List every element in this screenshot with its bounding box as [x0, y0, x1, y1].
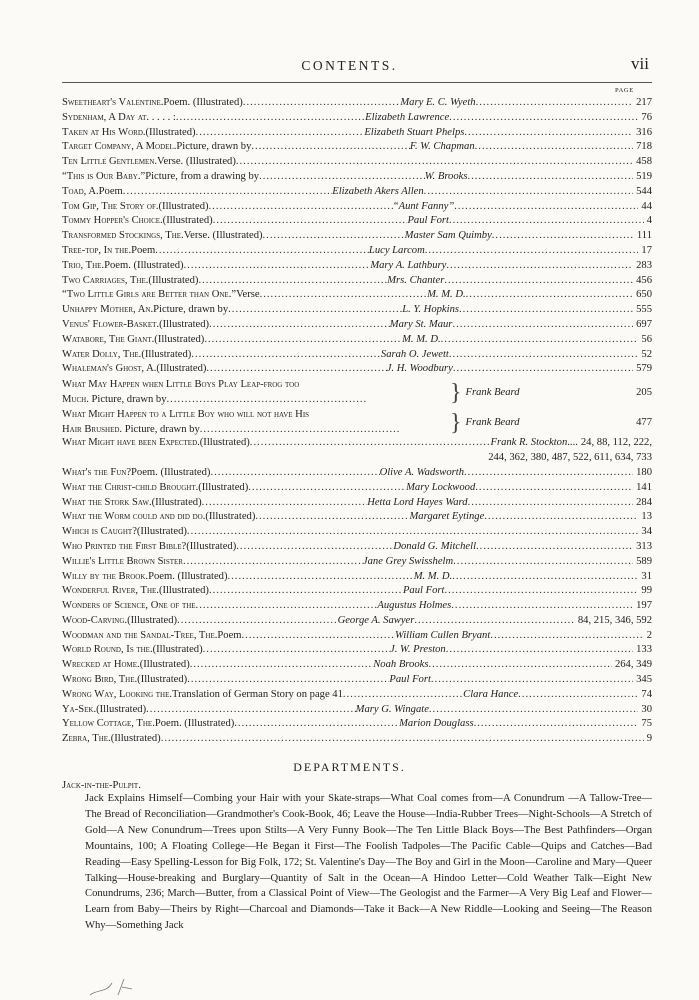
entry-pages: 76 — [641, 111, 652, 123]
dot-leader — [429, 704, 639, 715]
entry-title: Taken at His Word. — [62, 126, 146, 138]
entry-author: Frank Beard — [465, 387, 520, 399]
dot-leader — [459, 304, 633, 315]
entry-title: Transformed Stockings, The. — [62, 230, 184, 242]
toc-entry — [62, 659, 652, 674]
dot-leader — [184, 260, 371, 271]
dot-leader — [444, 275, 633, 286]
entry-author: Jane Grey Swisshelm — [362, 555, 454, 567]
entry-pages: 30 — [641, 703, 652, 715]
toc-entry — [62, 482, 652, 497]
entry-note: (Illustrated) — [110, 733, 161, 745]
entry-author: Elizabeth Stuart Phelps — [364, 126, 465, 138]
entry-note: Picture, from a drawing by — [145, 170, 260, 182]
dot-leader — [251, 141, 409, 152]
entry-title: Hair Brushed. — [62, 423, 123, 435]
entry-note: (Illustrated) — [199, 437, 250, 449]
toc-entry — [62, 689, 652, 704]
entry-author: “Aunt Fanny” — [392, 200, 455, 212]
dot-leader — [202, 497, 368, 508]
entry-title: What the Stork Saw. — [62, 496, 152, 508]
entry-title-line — [62, 423, 446, 438]
entry-note: Translation of German Story on page 41 — [172, 688, 343, 700]
dot-leader — [441, 334, 639, 345]
entry-pages: 316 — [636, 126, 652, 138]
entry-pages: 34 — [641, 526, 652, 538]
entry-title-block — [62, 378, 446, 408]
entry-pages: 650 — [636, 289, 652, 301]
entry-pages: 13 — [641, 511, 652, 523]
entry-note: Poem. (Illustrated) — [154, 718, 235, 730]
entry-author: William Cullen Bryant — [394, 629, 491, 641]
toc-entry — [62, 408, 652, 438]
entry-pages: 84, 215, 346, 592 — [577, 614, 652, 626]
entry-note: (Illustrated) — [162, 215, 213, 227]
toc-entry — [62, 319, 652, 334]
entry-pages: 74 — [641, 688, 652, 700]
toc-entry — [62, 718, 652, 733]
dot-leader — [187, 526, 638, 537]
entry-note: Picture, drawn by — [122, 423, 200, 435]
toc-entry — [62, 260, 652, 275]
dot-leader — [210, 467, 379, 478]
entry-author: Augustus Holmes — [377, 600, 452, 612]
entry-note: Picture, drawn by — [88, 393, 167, 405]
page-column-label: PAGE — [615, 87, 634, 94]
dot-leader — [183, 556, 363, 567]
dot-leader — [476, 97, 634, 108]
dot-leader — [167, 393, 367, 408]
dot-leader — [213, 215, 408, 226]
entry-pages: 244, 362, 380, 487, 522, 611, 634, 733 — [488, 452, 652, 464]
dot-leader — [428, 659, 611, 670]
entry-title: World Round, Is the. — [62, 644, 153, 656]
dot-leader — [466, 289, 633, 300]
toc-entry — [62, 215, 652, 230]
entry-pages: 111 — [636, 230, 652, 242]
entry-title: Wrong Way, Looking the. — [62, 688, 173, 700]
entry-note: Poem — [98, 185, 123, 197]
entry-title: Wonders of Science, One of the — [62, 600, 196, 612]
entry-pages: 284 — [636, 496, 652, 508]
dot-leader — [190, 659, 373, 670]
entry-author: Donald G. Mitchell — [393, 540, 477, 552]
toc-entry — [62, 334, 652, 349]
dot-leader — [475, 141, 633, 152]
dot-leader — [123, 186, 332, 197]
dot-leader — [449, 112, 638, 123]
entry-note: Poem — [131, 244, 156, 256]
dot-leader — [187, 674, 389, 685]
entry-title: Wrecked at Home. — [62, 659, 140, 671]
entry-title: “Two Little Girls are Better than One.” — [62, 289, 237, 301]
toc-entry — [62, 733, 652, 748]
toc-entry — [62, 630, 652, 645]
entry-title: Who Printed the First Bible? — [62, 540, 187, 552]
dot-leader — [343, 689, 463, 700]
dot-leader — [228, 304, 402, 315]
toc-entry — [62, 201, 652, 216]
entry-pages: 31 — [641, 570, 652, 582]
dot-leader — [474, 718, 639, 729]
entry-note: (Illustrated) — [141, 348, 192, 360]
departments-title: DEPARTMENTS. — [293, 760, 406, 774]
entry-author: Margaret Eytinge — [409, 511, 485, 523]
dot-leader — [209, 319, 390, 330]
entry-note: Picture, drawn by — [153, 304, 229, 316]
toc-entry — [62, 127, 652, 142]
entry-title: Target Company, A Model. — [62, 141, 177, 153]
toc-entry — [62, 556, 652, 571]
entry-author: Mary G. Wingate — [355, 703, 429, 715]
entry-pages: 519 — [636, 170, 652, 182]
dot-leader — [196, 127, 365, 138]
entry-pages: 456 — [636, 274, 652, 286]
entry-note: (Illustrated) — [96, 703, 147, 715]
entry-title: Yellow Cottage, The. — [62, 718, 155, 730]
dot-leader — [431, 674, 633, 685]
dot-leader — [260, 289, 427, 300]
entry-author: Clara Hance — [463, 688, 519, 700]
dot-leader — [206, 363, 386, 374]
entry-title: Willy by the Brook. — [62, 570, 149, 582]
entry-pages: 17 — [641, 244, 652, 256]
entry-author: Mary E. C. Wyeth — [400, 97, 476, 108]
entry-title-line — [62, 393, 446, 408]
entry-pages: 544 — [636, 185, 652, 197]
entry-author: Lucy Larcom — [368, 244, 425, 256]
entry-author: Marion Douglass — [399, 718, 474, 730]
entry-title: Two Carriages, The. — [62, 274, 149, 286]
dot-leader — [200, 423, 400, 438]
entry-title: What's the Fun? — [62, 466, 132, 478]
entry-title: Venus' Flower-Basket. — [62, 318, 160, 330]
entry-note: Verse. (Illustrated) — [157, 156, 236, 168]
entry-author: Master Sam Quimby — [404, 230, 492, 242]
toc-entry — [62, 363, 652, 378]
entry-note: Verse — [236, 289, 260, 301]
toc-entry — [62, 600, 652, 615]
entry-author: M. M. D. — [413, 570, 453, 582]
toc-entry — [62, 230, 652, 245]
dot-leader — [467, 171, 633, 182]
entry-title: Ya-Sek. — [62, 703, 97, 715]
entry-note: (Illustrated) — [152, 644, 203, 656]
toc-entry — [62, 245, 652, 260]
entry-pages: 141 — [636, 481, 652, 493]
entry-pages: 205 — [636, 387, 652, 399]
brace-glyph: } — [450, 379, 462, 406]
entry-pages: 264, 349 — [614, 659, 652, 671]
entry-title: Willie's Little Brown Sister — [62, 555, 183, 567]
entry-author: Frank Beard — [465, 417, 520, 429]
toc-entry — [62, 186, 652, 201]
entry-note: (Illustrated) — [158, 585, 209, 597]
entry-pages: 555 — [636, 304, 652, 316]
entry-note: Poem. (Illustrated) — [104, 259, 184, 271]
dot-leader — [243, 97, 401, 108]
dot-leader — [425, 245, 639, 256]
entry-title-block — [62, 408, 446, 438]
entry-note: (Illustrated) — [159, 318, 210, 330]
entry-title: Sydenham, A Day at — [62, 111, 147, 123]
entry-note: Poem — [217, 629, 242, 641]
entry-pages: 477 — [636, 417, 652, 429]
toc-entry — [62, 156, 652, 171]
dot-leader — [203, 644, 390, 655]
dot-leader — [234, 718, 399, 729]
dot-leader — [452, 571, 638, 582]
entry-note: Poem. (Illustrated) — [148, 570, 228, 582]
entry-pages: 197 — [636, 600, 652, 612]
page-header — [0, 56, 699, 76]
entry-title: What May Happen when Little Boys Play Leap-frog too — [62, 379, 300, 391]
toc-entry — [62, 511, 652, 526]
toc-entry — [62, 541, 652, 556]
dot-leader — [250, 437, 491, 448]
entry-pages: 44 — [641, 200, 652, 212]
dot-leader — [453, 556, 633, 567]
entry-pages: 697 — [636, 318, 652, 330]
toc-entry — [62, 97, 652, 112]
entry-title: Toad, A. — [62, 185, 99, 197]
entry-pages: 180 — [636, 466, 652, 478]
dot-leader — [414, 615, 574, 626]
dot-leader — [209, 201, 393, 212]
entry-title: Ten Little Gentlemen. — [62, 156, 158, 168]
entry-title: What the Worm could and did do. — [62, 511, 206, 523]
entry-title: “This is Our Baby.” — [62, 170, 146, 182]
pen-mark-icon — [88, 975, 148, 997]
dot-leader — [452, 319, 633, 330]
entry-title: What the Christ-child Brought. — [62, 481, 199, 493]
entry-note: (Illustrated) — [198, 481, 249, 493]
entry-pages: 52 — [641, 348, 652, 360]
entry-author: Mary Lockwood — [406, 481, 476, 493]
entry-title: Watabore, The Giant. — [62, 333, 155, 345]
entry-author: Elizabeth Lawrence — [365, 111, 450, 123]
entry-pages: 24, 88, 112, 222, — [580, 437, 652, 449]
brace-glyph: } — [450, 409, 462, 436]
dot-leader — [449, 349, 639, 360]
dot-leader — [453, 363, 633, 374]
dot-leader — [255, 511, 409, 522]
departments-heading: Jack-in-the-Pulpit. — [62, 780, 141, 791]
dot-leader — [451, 600, 633, 611]
entry-note: (Illustrated) — [151, 496, 202, 508]
entry-title: Wonderful River, The. — [62, 585, 159, 597]
entry-pages: 56 — [641, 333, 652, 345]
dot-leader — [475, 482, 633, 493]
entry-note: Poem. (Illustrated) — [131, 466, 211, 478]
entry-title: What Might have been Expected. — [62, 437, 200, 449]
entry-title: Trio, The. — [62, 259, 105, 271]
entry-author: Mary St. Maur — [389, 318, 453, 330]
entry-author: George A. Sawyer — [337, 614, 415, 626]
entry-title: Sweetheart's Valentine. — [62, 97, 164, 108]
toc-entry — [62, 674, 652, 689]
entry-pages: 217 — [636, 97, 652, 108]
entry-pages: 345 — [636, 674, 652, 686]
entry-pages: 579 — [636, 363, 652, 375]
entry-note: (Illustrated) — [186, 540, 237, 552]
entry-title: Woodman and the Sandal-Tree, The. — [62, 629, 218, 641]
entry-author: Sarah O. Jewett — [380, 348, 449, 360]
entry-note: (Illustrated) — [136, 526, 187, 538]
entry-author: Mary A. Lathbury — [370, 259, 447, 271]
toc-entry — [62, 378, 652, 408]
toc-entry — [62, 526, 652, 541]
entry-pages: 589 — [636, 555, 652, 567]
entry-title: Tommy Hopper's Choice. — [62, 215, 163, 227]
dot-leader — [484, 511, 638, 522]
entry-author: W. Brooks — [424, 170, 468, 182]
entry-title: Which is Caught? — [62, 526, 137, 538]
toc-entry — [62, 275, 652, 290]
entry-author: M. M. D. — [402, 333, 441, 345]
entry-pages: 283 — [636, 259, 652, 271]
toc-entry — [62, 171, 652, 186]
entry-note: (Illustrated) — [145, 126, 196, 138]
entry-pages: 718 — [636, 141, 652, 153]
dot-leader — [446, 644, 633, 655]
entry-note: (Illustrated) — [156, 363, 207, 375]
entry-author: F. W. Chapman — [409, 141, 475, 153]
dot-leader — [236, 541, 393, 552]
dot-leader — [236, 156, 633, 167]
entry-pages: 4 — [646, 215, 652, 227]
entry-author: Hetta Lord Hayes Ward — [367, 496, 468, 508]
entry-title: Water Dolly, The. — [62, 348, 142, 360]
entry-author: Paul Fort — [407, 215, 449, 227]
entry-author: Olive A. Wadsworth — [379, 466, 465, 478]
header-rule — [62, 82, 652, 83]
toc-entry — [62, 437, 652, 452]
dot-leader — [176, 112, 365, 123]
entry-title: Zebra, The. — [62, 733, 111, 745]
toc-entry — [62, 304, 652, 319]
entry-author: Mrs. Chanter — [387, 274, 445, 286]
dot-leader — [476, 541, 633, 552]
toc-entry — [62, 467, 652, 482]
entry-title: What Might Happen to a Little Boy who will not have His — [62, 408, 310, 420]
entry-pages: 99 — [641, 585, 652, 597]
entry-note: (Illustrated) — [148, 274, 199, 286]
dot-leader — [228, 571, 414, 582]
departments-body: Jack Explains Himself—Combing your Hair with your Skate-straps—What Coal comes from—A Conundrum —A Tallow-Tree—The Bread of Reconciliation—Grandmother's Cook-Book, 46; Leave the House—India-Rubber Trees—Night-Schools—A Stretch of Gold—A New Conundrum—Trees upon Stilts—A Very Funny Book—The Ten Little Black Boys—The Best Pathfinders—Organ Mountains, 100; A Floating College—He Began it First—The Foolish Tadpoles—The Pacific Cable—Quips and Catches—Bad Reading—Easy Spelling-Lesson for Big Folk, 172; St. Valentine's Day—The Boy and Girl in the Moon—Caroline and Mary—Queer Talking—House-breaking and Burglary—Quantity of Salt in the Ocean—A Hindoo Letter—Cold Weather Talk—Eight New Conundrums, 236; March—Butter, from a Classical Point of View—The Geologist and the Farmer—A Very Big Leaf and Flower—Learn from Baby—Theirs by Right—Charcoal and Diamonds—Take it Back—A New Riddle—Looking and Seeing—The Reason Why—Something Jack — [85, 793, 652, 932]
entry-author: Elizabeth Akers Allen — [332, 185, 424, 197]
entry-pages: 458 — [636, 156, 652, 168]
dot-leader — [155, 245, 369, 256]
dot-leader — [444, 585, 638, 596]
dot-leader — [146, 704, 356, 715]
dot-leader — [161, 733, 644, 744]
entry-title: Unhappy Mother, An. — [62, 304, 154, 316]
toc-entry — [62, 615, 652, 630]
dot-leader — [490, 630, 643, 641]
dot-leader — [518, 689, 638, 700]
entry-title: Wood-Carving. — [62, 614, 128, 626]
toc-entry — [62, 289, 652, 304]
dot-leader — [424, 186, 633, 197]
dot-leader — [198, 275, 387, 286]
entry-author: M. M. D. — [427, 289, 466, 301]
entry-note: (Illustrated) — [127, 614, 178, 626]
dot-leader — [196, 600, 378, 611]
page-number: vii — [631, 54, 649, 73]
toc-entry — [62, 141, 652, 156]
dot-leader — [468, 497, 634, 508]
entry-title: Tree-top, In the. — [62, 244, 132, 256]
dot-leader — [454, 201, 638, 212]
entry-pages: 9 — [646, 733, 652, 745]
dot-leader — [464, 467, 633, 478]
entry-title: Wrong Bird, The. — [62, 674, 138, 686]
dot-leader — [209, 585, 403, 596]
entry-note: (Illustrated) — [154, 333, 205, 345]
dot-leader — [446, 260, 633, 271]
dot-leader — [449, 215, 644, 226]
entry-note: (Illustrated) — [137, 674, 188, 686]
entry-author: Paul Fort — [402, 585, 445, 597]
dot-leader — [242, 630, 395, 641]
contents-list — [62, 97, 652, 748]
toc-entry — [62, 349, 652, 364]
entry-title: Much. — [62, 393, 89, 405]
entry-pages: 133 — [636, 644, 652, 656]
entry-note: (Illustrated) — [139, 659, 190, 671]
toc-entry — [62, 112, 652, 127]
entry-pages: 313 — [636, 540, 652, 552]
dot-leader — [492, 230, 634, 241]
dot-leader: .... — [567, 437, 578, 449]
toc-entry — [62, 644, 652, 659]
toc-entry-continued — [62, 452, 652, 467]
entry-title: Tom Gip, The Story of. — [62, 200, 159, 212]
entry-author: Noah Brooks — [373, 659, 429, 671]
dot-leader — [177, 615, 337, 626]
entry-author: Paul Fort — [389, 674, 431, 686]
entry-author: J. W. Preston — [390, 644, 446, 656]
entry-pages: 75 — [641, 718, 652, 730]
dot-leader — [464, 127, 633, 138]
entry-title: Whaleman's Ghost, A. — [62, 363, 157, 375]
entry-note: Poem. (Illustrated) — [163, 97, 243, 108]
entry-author: Frank R. Stockton — [490, 437, 568, 449]
entry-author: J. H. Woodbury — [386, 363, 453, 375]
page-title: CONTENTS. — [301, 58, 398, 73]
entry-note: (Illustrated) — [205, 511, 256, 523]
dot-leader — [191, 349, 381, 360]
entry-author: L. Y. Hopkins — [402, 304, 459, 316]
entry-note: Picture, drawn by — [176, 141, 252, 153]
entry-pages: 2 — [646, 629, 652, 641]
toc-entry — [62, 571, 652, 586]
dot-leader — [259, 171, 425, 182]
toc-entry — [62, 497, 652, 512]
entry-note: . . . . . : — [146, 111, 176, 123]
toc-entry — [62, 704, 652, 719]
dot-leader — [204, 334, 402, 345]
dot-leader — [263, 230, 405, 241]
toc-entry — [62, 585, 652, 600]
dot-leader — [248, 482, 406, 493]
entry-note: Verse. (Illustrated) — [183, 230, 263, 242]
entry-note: (Illustrated) — [158, 200, 209, 212]
